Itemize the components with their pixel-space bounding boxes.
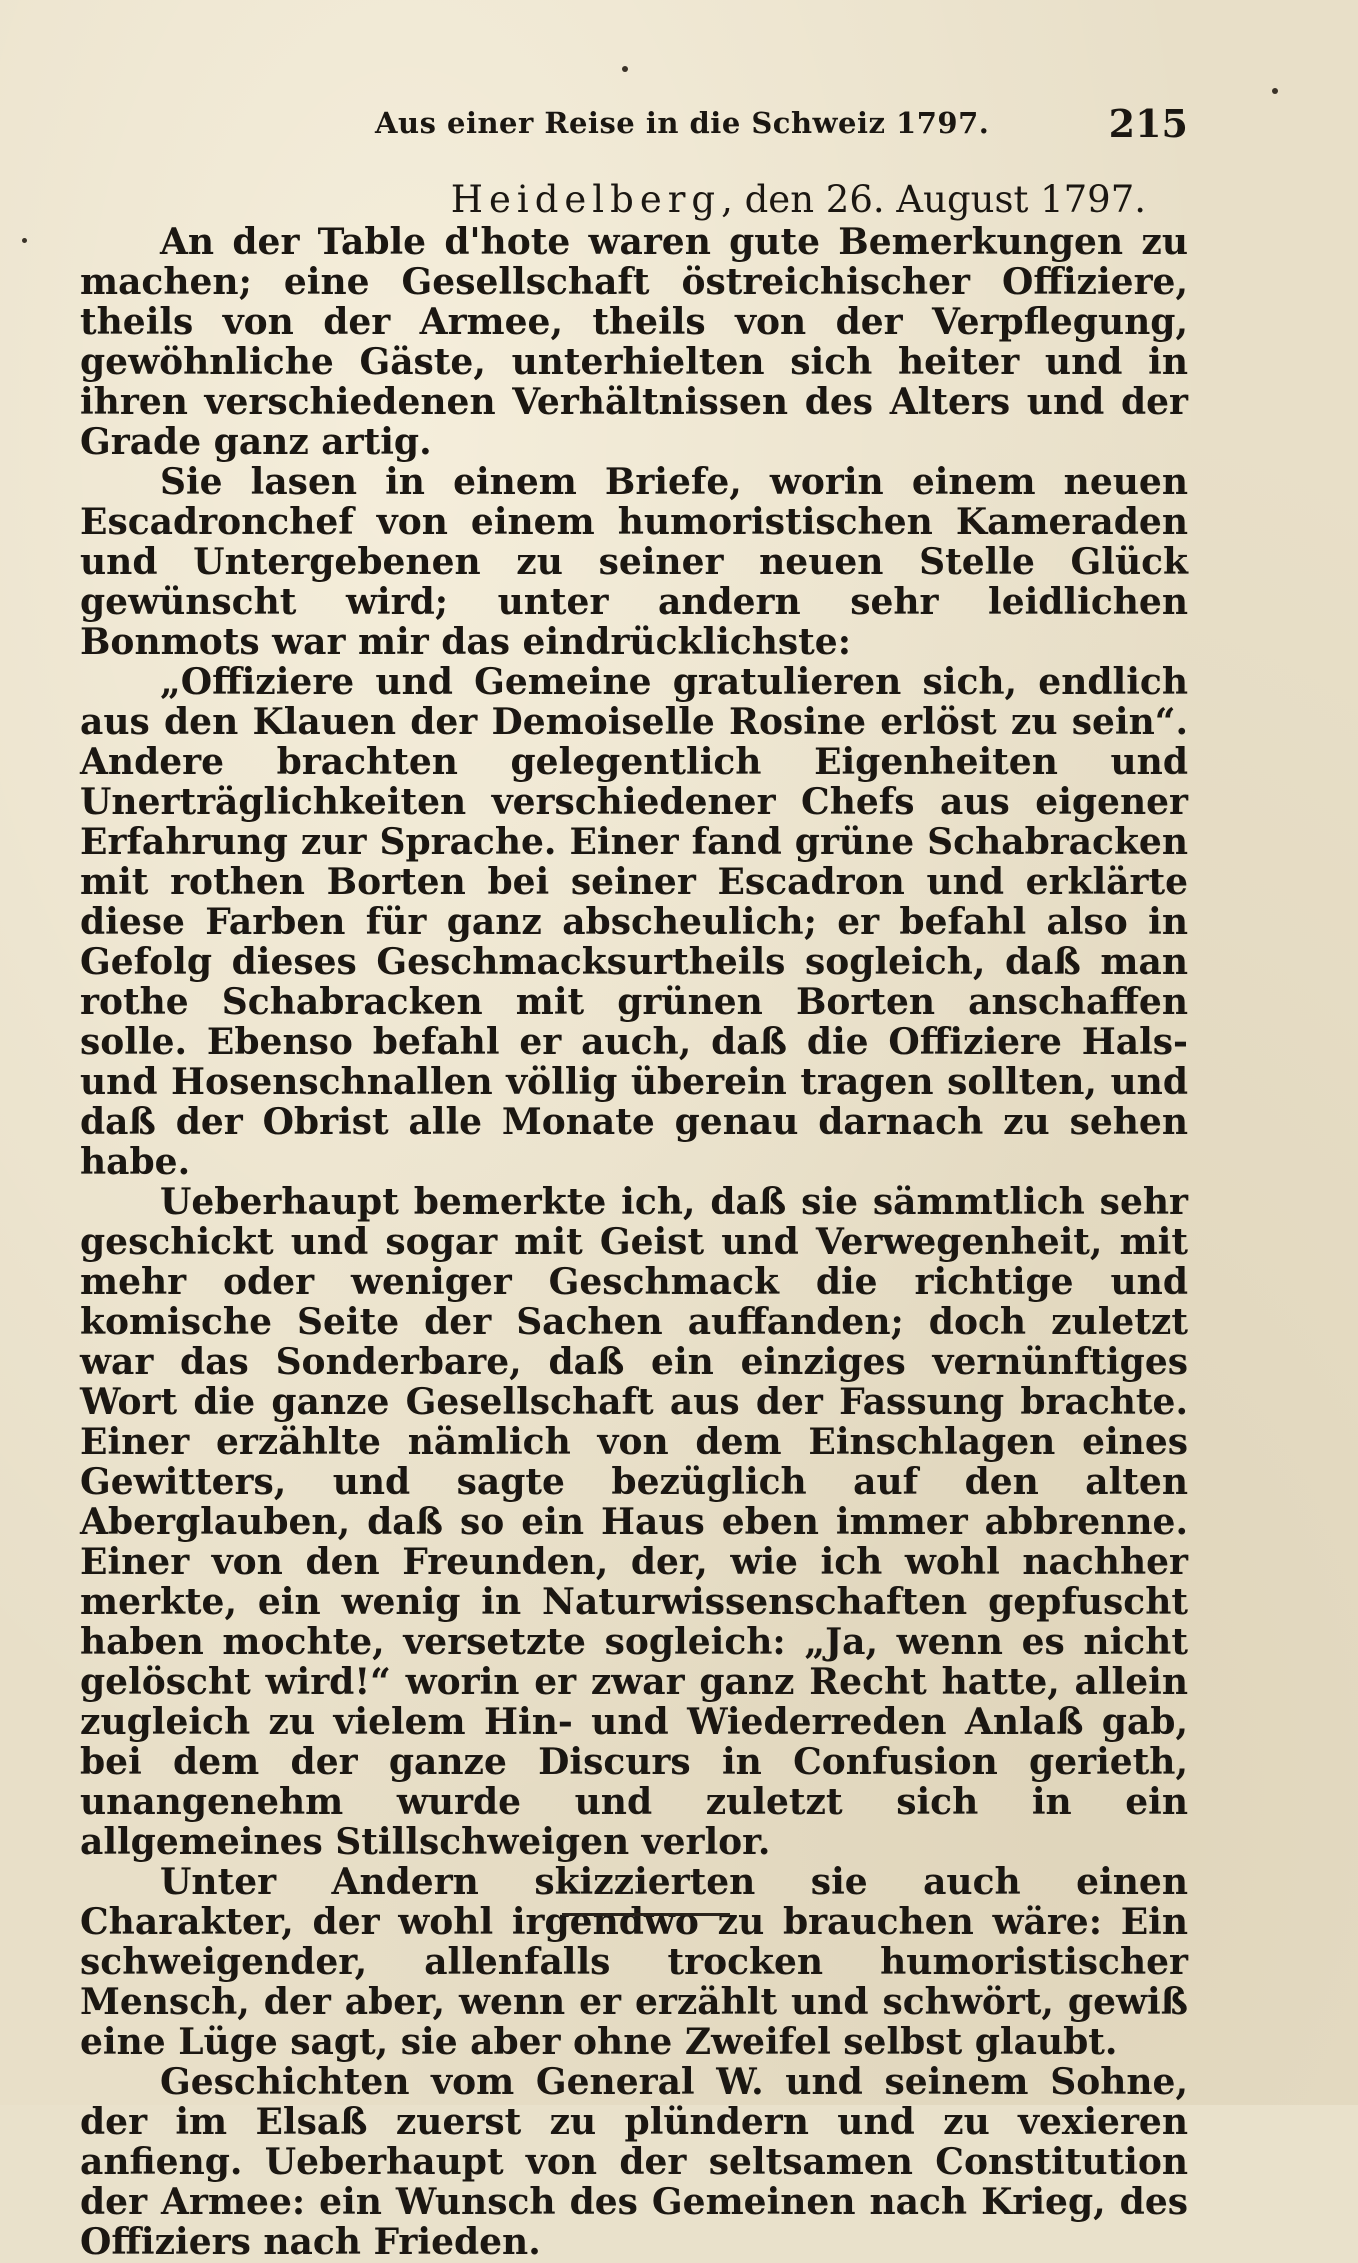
dateline [451, 178, 1146, 221]
ink-speck [22, 238, 27, 243]
ink-speck [1272, 88, 1278, 94]
paragraph: Geschichten vom General W. und seinem Sohne, der im Elsaß zuerst zu plündern und zu vexieren anfieng. Ueberhaupt von der seltsamen Constitution der Armee: ein Wunsch des Gemeinen nach Krieg, des Offiziers nach Frieden. [80, 2061, 1188, 2263]
paragraph: An der Table d'hote waren gute Bemerkungen zu machen; eine Gesellschaft östreichischer Offiziere, theils von der Armee, theils von der Verpflegung, gewöhnliche Gäste, unterhielten sich heiter und in ihren verschiedenen Verhältnissen des Alters und der Grade ganz artig. [80, 221, 1188, 463]
dateline-date: , den 26. August 1797. [721, 178, 1146, 221]
paragraph: Unter Andern skizzierten sie auch einen Charakter, der wohl irgendwo zu brauchen wäre: Ein schweigender, allenfalls trocken humoristischer Mensch, der aber, wenn er erzählt und schwört, gewiß eine Lüge sagt, sie aber ohne Zweifel selbst glaubt. [80, 1861, 1188, 2063]
page-number: 215 [1108, 101, 1188, 146]
page-header [80, 96, 1188, 156]
section-end-rule [562, 1913, 730, 1916]
body-text [80, 222, 1188, 2262]
dateline-place: Heidelberg [450, 178, 722, 221]
paragraph: „Offiziere und Gemeine gratulieren sich, endlich aus den Klauen der Demoiselle Rosine erlöst zu sein“. Andere brachten gelegentlich Eigenheiten und Unerträglichkeiten verschiedener Chefs aus eigener Erfahrung zur Sprache. Einer fand grüne Schabracken mit rothen Borten bei seiner Escadron und erklärte diese Farben für ganz abscheulich; er befahl also in Gefolg dieses Geschmacksurtheils sogleich, daß man rothe Schabracken mit grünen Borten anschaffen solle. Ebenso befahl er auch, daß die Offiziere Hals- und Hosenschnallen völlig überein tragen sollten, und daß der Obrist alle Monate genau darnach zu sehen habe. [80, 661, 1188, 1183]
paragraph: Sie lasen in einem Briefe, worin einem neuen Escadronchef von einem humoristischen Kameraden und Untergebenen zu seiner neuen Stelle Glück gewünscht wird; unter andern sehr leidlichen Bonmots war mir das eindrücklichste: [80, 461, 1188, 663]
ink-speck [622, 66, 628, 72]
running-title: Aus einer Reise in die Schweiz 1797. [375, 106, 990, 140]
paragraph: Ueberhaupt bemerkte ich, daß sie sämmtlich sehr geschickt und sogar mit Geist und Verwegenheit, mit mehr oder weniger Geschmack die richtige und komische Seite der Sachen auffanden; doch zuletzt war das Sonderbare, daß ein einziges vernünftiges Wort die ganze Gesellschaft aus der Fassung brachte. Einer erzählte nämlich von dem Einschlagen eines Gewitters, und sagte bezüglich auf den alten Aberglauben, daß so ein Haus eben immer abbrenne. Einer von den Freunden, der, wie ich wohl nachher merkte, ein wenig in Naturwissenschaften gepfuscht haben mochte, versetzte sogleich: „Ja, wenn es nicht gelöscht wird!“ worin er zwar ganz Recht hatte, allein zugleich zu vielem Hin- und Wiederreden Anlaß gab, bei dem der ganze Discurs in Confusion gerieth, unangenehm wurde und zuletzt sich in ein allgemeines Stillschweigen verlor. [80, 1181, 1188, 1863]
